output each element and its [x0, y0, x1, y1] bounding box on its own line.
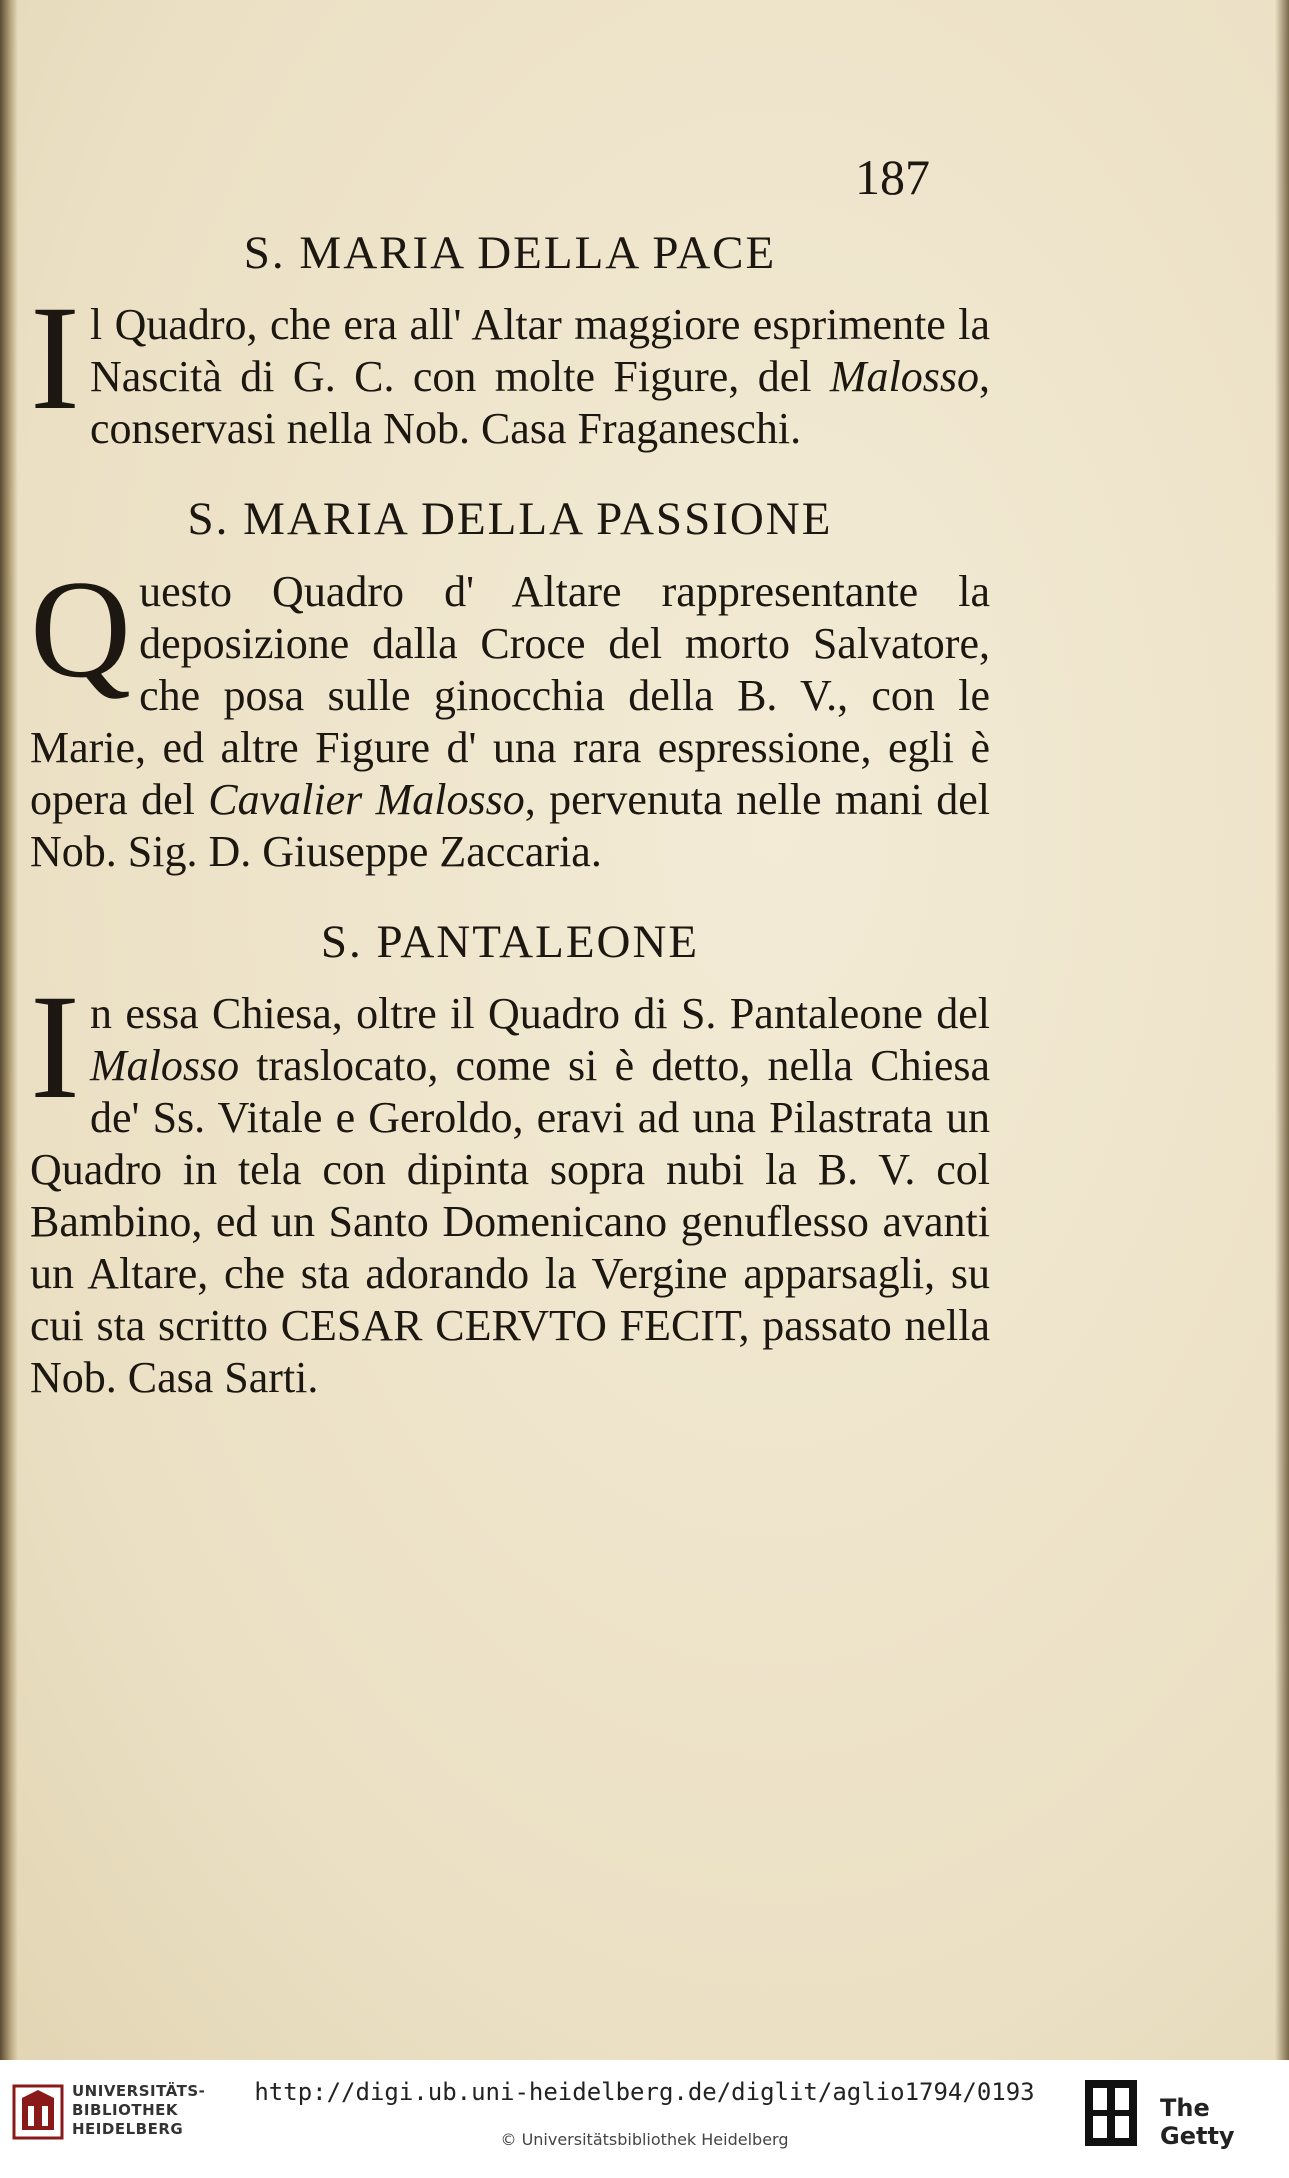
section-title: S. PANTALEONE [320, 915, 700, 968]
section-maria-della-passione [30, 491, 990, 877]
page-edge-shadow [1275, 0, 1289, 2060]
getty-logo-icon [1083, 2078, 1139, 2148]
book-spine-shadow [0, 0, 18, 2060]
paragraph-text: uesto Quadro d' Altare rappresentante la deposizione dalla Croce del morto Salvatore, che posa sulle ginocchia della B. V., con le Marie, ed altre Figure d' una rara espressione, egli è opera del Cavalier Malosso, pervenuta nelle mani del Nob. Sig. D. Giuseppe Zaccaria. [30, 566, 990, 876]
drop-cap: I [30, 275, 80, 442]
source-url-link[interactable]: http://digi.ub.uni-heidelberg.de/diglit/aglio1794/0193 [254, 2078, 1035, 2106]
paragraph-text: l Quadro, che era all' Altar maggiore esprimente la Nascità di G. C. con molte Figure, del Malosso, conservasi nella Nob. Casa Fraganeschi. [89, 300, 990, 454]
section-title: S. MARIA DELLA PASSIONE [187, 493, 833, 546]
drop-cap: Q [30, 551, 132, 707]
partner-name: The Getty [1160, 2094, 1235, 2150]
viewer-footer [0, 2060, 1289, 2178]
paragraph-text: n essa Chiesa, oltre il Quadro di S. Pantaleone del Malosso traslocato, come si è detto, nella Chiesa de' Ss. Vitale e Geroldo, eravi ad una Pilastrata un Quadro in tela con dipinta sopra nubi la B. V. col Bambino, ed un Santo Domenicano genuflesso avanti un Altare, che sta adorando la Vergine apparsagli, su cui sta scritto CESAR CERVTO FECIT, passato nella Nob. Casa Sarti. [30, 989, 990, 1403]
section-title: S. MARIA DELLA PACE [243, 227, 777, 279]
section-pantaleone [30, 914, 990, 1404]
section-maria-della-pace [30, 225, 990, 455]
section-paragraph [30, 551, 990, 878]
section-paragraph [30, 275, 990, 455]
library-name: UNIVERSITÄTS- BIBLIOTHEK HEIDELBERG [72, 2082, 206, 2138]
drop-cap: I [30, 964, 80, 1131]
section-paragraph [30, 964, 990, 1404]
page-number: 187 [855, 149, 930, 205]
page-content [30, 225, 990, 1440]
copyright-notice: © Universitätsbibliothek Heidelberg [500, 2130, 789, 2149]
